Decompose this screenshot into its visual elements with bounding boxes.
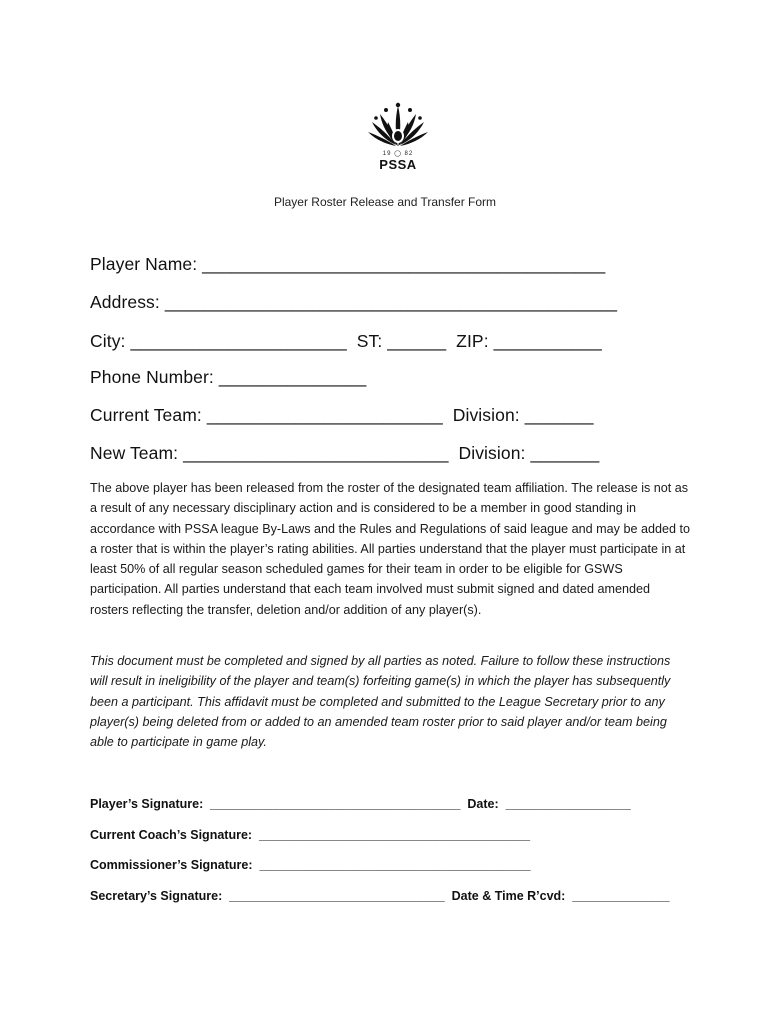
form-title: Player Roster Release and Transfer Form [273, 195, 497, 209]
logo-year: 19 ◯ 82 [382, 151, 414, 157]
commissioner-signature-line[interactable]: Commissioner’s Signature: _______________________________________ [90, 858, 531, 872]
secretary-signature-line[interactable]: Secretary’s Signature: _______________________________ Date & Time R’cvd: ______________ [90, 889, 670, 903]
current-team-field[interactable]: Current Team: ________________________ Division: _______ [90, 405, 594, 425]
coach-signature-line[interactable]: Current Coach’s Signature: _______________________________________ [90, 828, 531, 842]
phone-number-field[interactable]: Phone Number: _______________ [90, 367, 367, 387]
pssa-logo [362, 100, 434, 178]
new-team-field[interactable]: New Team: ___________________________ Division: _______ [90, 443, 600, 463]
instructions-statement: This document must be completed and signed by all parties as noted. Failure to follow these instructions will result in ineligibility of the player and team(s) forfeiting game(s) in which the player has subsequently been a participant. This affidavit must be completed and submitted to the League Secretary prior to any player(s) being deleted from or added to an amended team roster prior to said player and/or team being able to participate in game play. [90, 654, 671, 750]
logo-wordmark: PSSA [379, 157, 417, 172]
release-statement: The above player has been released from the roster of the designated team affiliation. The release is not as a result of any necessary disciplinary action and is considered to be a member in good standing in accordance with PSSA league By-Laws and the Rules and Regulations of said league and may be added to a roster that is within the player’s rating abilities. All parties understand that the player must participate in at least 50% of all regular season scheduled games for their team in order to be eligible for GSWS participation. All parties understand that each team involved must submit signed and dated amended rosters reflecting the transfer, deletion and/or addition of any player(s). [90, 481, 690, 617]
player-name-field[interactable]: Player Name: _________________________________________ [90, 254, 606, 274]
player-signature-line[interactable]: Player’s Signature: ____________________________________ Date: __________________ [90, 797, 631, 811]
address-field[interactable]: Address: ______________________________________________ [90, 292, 618, 312]
city-state-zip-field[interactable]: City: ______________________ ST: ______ ZIP: ___________ [90, 331, 602, 351]
feather-emblem-icon [366, 100, 430, 148]
